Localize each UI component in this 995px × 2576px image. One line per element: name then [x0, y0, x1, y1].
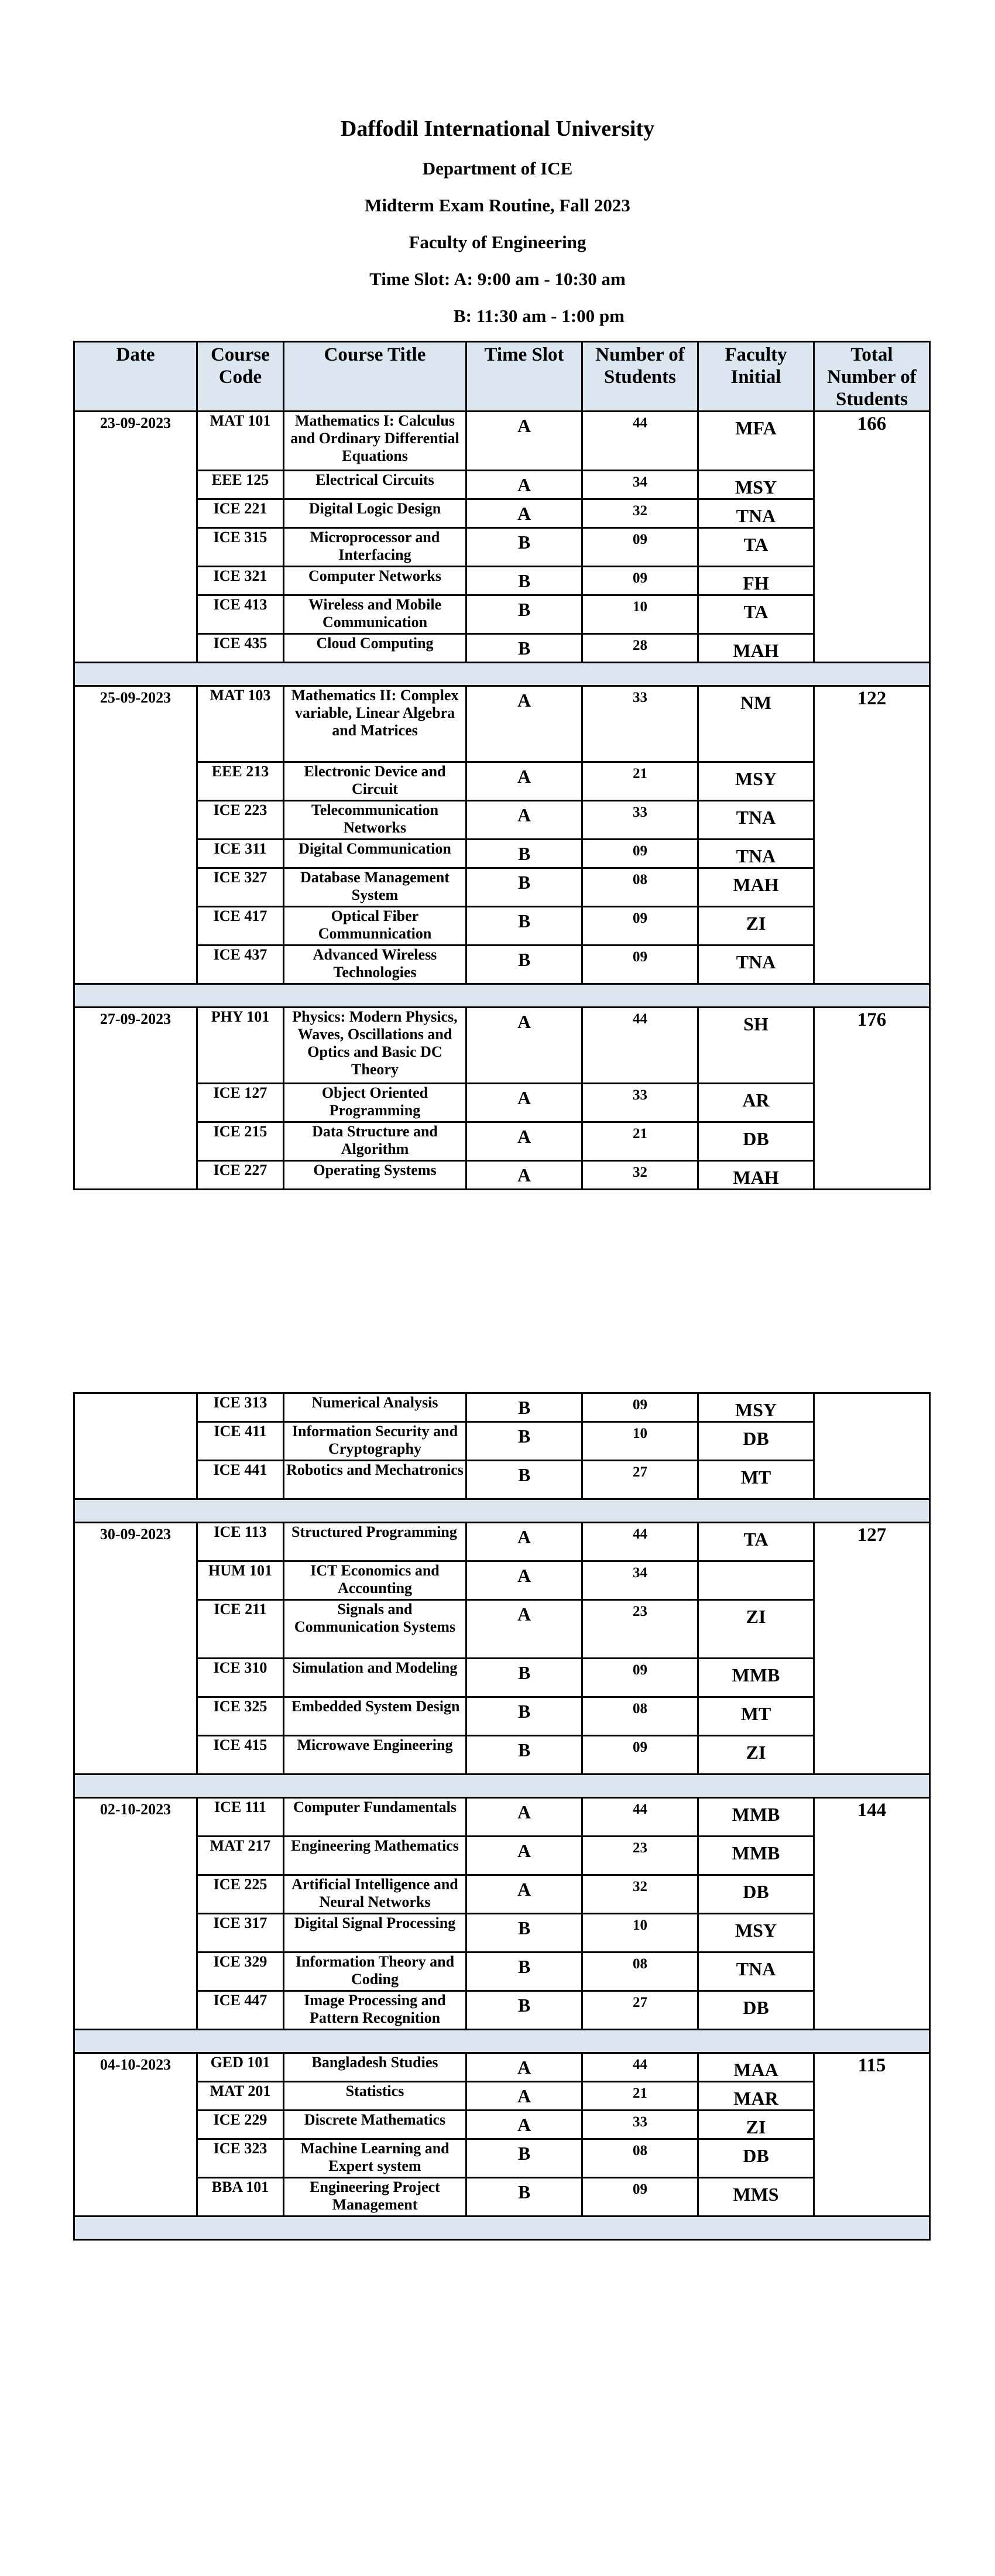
- time-slot: B: [466, 868, 582, 907]
- faculty-initial: MSY: [698, 471, 814, 499]
- student-count: 32: [582, 1875, 698, 1914]
- time-slot: A: [466, 686, 582, 762]
- table-row: [74, 1736, 930, 1775]
- student-count: 34: [582, 1561, 698, 1600]
- course-title: Image Processing and Pattern Recognition: [284, 1991, 466, 2030]
- table-row: [74, 567, 930, 595]
- time-slot: B: [466, 1914, 582, 1952]
- time-slot: A: [466, 471, 582, 499]
- total-students: 127: [814, 1523, 930, 1775]
- course-title: Mathematics I: Calculus and Ordinary Differential Equations: [284, 412, 466, 471]
- faculty-initial: TNA: [698, 946, 814, 984]
- course-code: ICE 317: [197, 1914, 284, 1952]
- university-title: Daffodil International University: [340, 117, 655, 141]
- day-separator: [74, 984, 930, 1008]
- student-count: 33: [582, 1084, 698, 1122]
- faculty-title: Faculty of Engineering: [409, 232, 586, 252]
- course-code: ICE 413: [197, 595, 284, 634]
- faculty-initial: MAH: [698, 1161, 814, 1190]
- table-row: [74, 1422, 930, 1461]
- time-slot: B: [466, 1393, 582, 1422]
- table-row: [74, 1914, 930, 1952]
- student-count: 33: [582, 2111, 698, 2139]
- course-code: ICE 113: [197, 1523, 284, 1561]
- course-title: Advanced Wireless Technologies: [284, 946, 466, 984]
- table-row: [74, 1161, 930, 1190]
- course-code: ICE 323: [197, 2139, 284, 2178]
- faculty-initial: SH: [698, 1008, 814, 1084]
- course-title: Electrical Circuits: [284, 471, 466, 499]
- table-row: [74, 1875, 930, 1914]
- course-code: ICE 321: [197, 567, 284, 595]
- table-row: [74, 471, 930, 499]
- course-title: Operating Systems: [284, 1161, 466, 1190]
- faculty-initial: MAH: [698, 868, 814, 907]
- table-row: [74, 907, 930, 946]
- table-row: [74, 2139, 930, 2178]
- student-count: 21: [582, 762, 698, 801]
- student-count: 33: [582, 801, 698, 840]
- faculty-initial: MSY: [698, 762, 814, 801]
- time-slot: B: [466, 634, 582, 663]
- student-count: 27: [582, 1991, 698, 2030]
- course-code: HUM 101: [197, 1561, 284, 1600]
- exam-date-continued: [74, 1393, 197, 1499]
- course-title: Simulation and Modeling: [284, 1659, 466, 1697]
- student-count: 27: [582, 1461, 698, 1499]
- department-title: Department of ICE: [422, 158, 573, 179]
- faculty-initial: MT: [698, 1697, 814, 1736]
- course-code: ICE 325: [197, 1697, 284, 1736]
- faculty-initial: MAR: [698, 2082, 814, 2111]
- time-slot: A: [466, 1600, 582, 1659]
- table-row: [74, 1659, 930, 1697]
- total-students: 166: [814, 412, 930, 663]
- course-title: Optical Fiber Communnication: [284, 907, 466, 946]
- student-count: 09: [582, 1659, 698, 1697]
- time-slot: A: [466, 1798, 582, 1837]
- course-code: ICE 447: [197, 1991, 284, 2030]
- table-row: [74, 634, 930, 663]
- total-students-continued: [814, 1393, 930, 1499]
- table-row: [74, 1523, 930, 1561]
- faculty-initial: DB: [698, 1122, 814, 1161]
- student-count: 44: [582, 1008, 698, 1084]
- faculty-initial: FH: [698, 567, 814, 595]
- student-count: 09: [582, 840, 698, 868]
- faculty-initial: TNA: [698, 840, 814, 868]
- faculty-initial: MMB: [698, 1837, 814, 1875]
- table-row: [74, 1798, 930, 1837]
- faculty-initial: TA: [698, 1523, 814, 1561]
- course-title: Engineering Project Management: [284, 2178, 466, 2217]
- time-slot: A: [466, 1561, 582, 1600]
- header-number-of-students: Number of Students: [582, 342, 698, 412]
- table-row: [74, 2178, 930, 2217]
- time-slot: B: [466, 1659, 582, 1697]
- faculty-initial: ZI: [698, 907, 814, 946]
- course-title: Computer Fundamentals: [284, 1798, 466, 1837]
- time-slot: A: [466, 1837, 582, 1875]
- course-title: Artificial Intelligence and Neural Networks: [284, 1875, 466, 1914]
- student-count: 09: [582, 1393, 698, 1422]
- course-code: MAT 201: [197, 2082, 284, 2111]
- course-code: ICE 435: [197, 634, 284, 663]
- student-count: 08: [582, 1952, 698, 1991]
- student-count: 21: [582, 2082, 698, 2111]
- header-course-code: Course Code: [197, 342, 284, 412]
- course-code: ICE 327: [197, 868, 284, 907]
- course-code: ICE 311: [197, 840, 284, 868]
- time-slot: B: [466, 840, 582, 868]
- header-date: Date: [74, 342, 197, 412]
- student-count: 44: [582, 412, 698, 471]
- student-count: 21: [582, 1122, 698, 1161]
- course-code: ICE 211: [197, 1600, 284, 1659]
- course-code: ICE 310: [197, 1659, 284, 1697]
- table-row: [74, 2111, 930, 2139]
- student-count: 32: [582, 1161, 698, 1190]
- exam-date: 25-09-2023: [74, 686, 197, 984]
- course-code: ICE 415: [197, 1736, 284, 1775]
- time-slot: A: [466, 499, 582, 528]
- course-code: ICE 127: [197, 1084, 284, 1122]
- table-row: [74, 1952, 930, 1991]
- time-slot: B: [466, 2178, 582, 2217]
- faculty-initial: DB: [698, 2139, 814, 2178]
- course-title: Machine Learning and Expert system: [284, 2139, 466, 2178]
- table-row: [74, 1122, 930, 1161]
- faculty-initial: [698, 1561, 814, 1600]
- time-slot: B: [466, 1991, 582, 2030]
- course-title: Electronic Device and Circuit: [284, 762, 466, 801]
- time-slot: B: [466, 1736, 582, 1775]
- student-count: 34: [582, 471, 698, 499]
- student-count: 10: [582, 1914, 698, 1952]
- faculty-initial: ZI: [698, 1736, 814, 1775]
- course-code: ICE 229: [197, 2111, 284, 2139]
- course-title: Physics: Modern Physics, Waves, Oscillations and Optics and Basic DC Theory: [284, 1008, 466, 1084]
- header-faculty-initial: Faculty Initial: [698, 342, 814, 412]
- time-slot: A: [466, 1875, 582, 1914]
- faculty-initial: MAH: [698, 634, 814, 663]
- routine-title: Midterm Exam Routine, Fall 2023: [365, 195, 630, 215]
- time-slot: B: [466, 2139, 582, 2178]
- course-code: ICE 315: [197, 528, 284, 567]
- course-title: Discrete Mathematics: [284, 2111, 466, 2139]
- day-separator: [74, 2030, 930, 2053]
- table-row: [74, 1561, 930, 1600]
- day-separator: [74, 1775, 930, 1798]
- course-title: Information Security and Cryptography: [284, 1422, 466, 1461]
- faculty-initial: TNA: [698, 1952, 814, 1991]
- faculty-initial: ZI: [698, 1600, 814, 1659]
- time-slot: A: [466, 1084, 582, 1122]
- student-count: 08: [582, 1697, 698, 1736]
- student-count: 09: [582, 907, 698, 946]
- time-slot: B: [466, 907, 582, 946]
- course-title: Digital Communication: [284, 840, 466, 868]
- table-row: [74, 595, 930, 634]
- faculty-initial: MAA: [698, 2053, 814, 2082]
- student-count: 10: [582, 595, 698, 634]
- course-title: Information Theory and Coding: [284, 1952, 466, 1991]
- course-title: Cloud Computing: [284, 634, 466, 663]
- student-count: 08: [582, 2139, 698, 2178]
- course-title: Structured Programming: [284, 1523, 466, 1561]
- time-slot: B: [466, 946, 582, 984]
- table-row: [74, 946, 930, 984]
- student-count: 09: [582, 946, 698, 984]
- course-code: ICE 329: [197, 1952, 284, 1991]
- table-row: [74, 412, 930, 471]
- course-title: Data Structure and Algorithm: [284, 1122, 466, 1161]
- header-total-students: Total Number of Students: [814, 342, 930, 412]
- routine-table-page-1: [73, 341, 931, 1190]
- course-title: Digital Logic Design: [284, 499, 466, 528]
- table-row: [74, 868, 930, 907]
- course-title: ICT Economics and Accounting: [284, 1561, 466, 1600]
- course-code: EEE 213: [197, 762, 284, 801]
- routine-table-page-2: [73, 1392, 931, 2241]
- time-slot: B: [466, 1952, 582, 1991]
- time-slot: A: [466, 762, 582, 801]
- table-row: [74, 1837, 930, 1875]
- exam-date: 02-10-2023: [74, 1798, 197, 2030]
- course-title: Bangladesh Studies: [284, 2053, 466, 2082]
- course-title: Database Management System: [284, 868, 466, 907]
- time-slot-b: B: 11:30 am - 1:00 pm: [454, 306, 625, 326]
- course-code: ICE 411: [197, 1422, 284, 1461]
- table-header-row: [74, 342, 930, 412]
- table-row: [74, 840, 930, 868]
- faculty-initial: AR: [698, 1084, 814, 1122]
- time-slot: A: [466, 801, 582, 840]
- total-students: 115: [814, 2053, 930, 2217]
- table-row: [74, 1461, 930, 1499]
- exam-date: 27-09-2023: [74, 1008, 197, 1190]
- header-time-slot: Time Slot: [466, 342, 582, 412]
- student-count: 32: [582, 499, 698, 528]
- course-code: ICE 225: [197, 1875, 284, 1914]
- course-title: Statistics: [284, 2082, 466, 2111]
- faculty-initial: MFA: [698, 412, 814, 471]
- student-count: 09: [582, 2178, 698, 2217]
- student-count: 10: [582, 1422, 698, 1461]
- course-code: ICE 215: [197, 1122, 284, 1161]
- table-row: [74, 801, 930, 840]
- course-title: Wireless and Mobile Communication: [284, 595, 466, 634]
- faculty-initial: ZI: [698, 2111, 814, 2139]
- course-code: ICE 227: [197, 1161, 284, 1190]
- course-title: Numerical Analysis: [284, 1393, 466, 1422]
- time-slot: A: [466, 1523, 582, 1561]
- table-row: [74, 1008, 930, 1084]
- course-code: GED 101: [197, 2053, 284, 2082]
- table-row: [74, 499, 930, 528]
- table-row: [74, 2053, 930, 2082]
- faculty-initial: MSY: [698, 1914, 814, 1952]
- table-row: [74, 686, 930, 762]
- course-code: ICE 313: [197, 1393, 284, 1422]
- faculty-initial: MMB: [698, 1659, 814, 1697]
- course-code: ICE 111: [197, 1798, 284, 1837]
- student-count: 44: [582, 1523, 698, 1561]
- table-row: [74, 1393, 930, 1422]
- course-code: ICE 437: [197, 946, 284, 984]
- student-count: 09: [582, 567, 698, 595]
- faculty-initial: MT: [698, 1461, 814, 1499]
- faculty-initial: TA: [698, 595, 814, 634]
- faculty-initial: TNA: [698, 801, 814, 840]
- course-title: Mathematics II: Complex variable, Linear Algebra and Matrices: [284, 686, 466, 762]
- course-code: PHY 101: [197, 1008, 284, 1084]
- student-count: 28: [582, 634, 698, 663]
- day-separator: [74, 2217, 930, 2240]
- exam-date: 30-09-2023: [74, 1523, 197, 1775]
- time-slot: B: [466, 1697, 582, 1736]
- course-title: Microprocessor and Interfacing: [284, 528, 466, 567]
- student-count: 44: [582, 2053, 698, 2082]
- course-code: EEE 125: [197, 471, 284, 499]
- course-title: Computer Networks: [284, 567, 466, 595]
- student-count: 23: [582, 1837, 698, 1875]
- faculty-initial: MMS: [698, 2178, 814, 2217]
- course-code: ICE 441: [197, 1461, 284, 1499]
- course-title: Microwave Engineering: [284, 1736, 466, 1775]
- faculty-initial: MMB: [698, 1798, 814, 1837]
- student-count: 09: [582, 528, 698, 567]
- course-title: Object Oriented Programming: [284, 1084, 466, 1122]
- table-row: [74, 1697, 930, 1736]
- faculty-initial: MSY: [698, 1393, 814, 1422]
- time-slot: B: [466, 595, 582, 634]
- day-separator: [74, 663, 930, 686]
- faculty-initial: NM: [698, 686, 814, 762]
- total-students: 144: [814, 1798, 930, 2030]
- faculty-initial: DB: [698, 1991, 814, 2030]
- course-code: MAT 217: [197, 1837, 284, 1875]
- course-title: Robotics and Mechatronics: [284, 1461, 466, 1499]
- course-title: Signals and Communication Systems: [284, 1600, 466, 1659]
- time-slot: B: [466, 567, 582, 595]
- total-students: 122: [814, 686, 930, 984]
- student-count: 23: [582, 1600, 698, 1659]
- course-code: MAT 101: [197, 412, 284, 471]
- table-row: [74, 1600, 930, 1659]
- time-slot: A: [466, 1122, 582, 1161]
- course-code: ICE 223: [197, 801, 284, 840]
- student-count: 33: [582, 686, 698, 762]
- table-row: [74, 762, 930, 801]
- faculty-initial: DB: [698, 1875, 814, 1914]
- table-row: [74, 1991, 930, 2030]
- time-slot: B: [466, 528, 582, 567]
- faculty-initial: TA: [698, 528, 814, 567]
- course-code: ICE 417: [197, 907, 284, 946]
- table-row: [74, 1084, 930, 1122]
- course-title: Embedded System Design: [284, 1697, 466, 1736]
- time-slot: A: [466, 1161, 582, 1190]
- time-slot: B: [466, 1422, 582, 1461]
- exam-date: 23-09-2023: [74, 412, 197, 663]
- day-separator: [74, 1499, 930, 1523]
- time-slot: A: [466, 2053, 582, 2082]
- total-students: 176: [814, 1008, 930, 1190]
- course-code: MAT 103: [197, 686, 284, 762]
- time-slot: B: [466, 1461, 582, 1499]
- course-title: Digital Signal Processing: [284, 1914, 466, 1952]
- course-title: Telecommunication Networks: [284, 801, 466, 840]
- faculty-initial: TNA: [698, 499, 814, 528]
- time-slot-a: Time Slot: A: 9:00 am - 10:30 am: [369, 269, 626, 289]
- time-slot: A: [466, 412, 582, 471]
- course-code: BBA 101: [197, 2178, 284, 2217]
- table-row: [74, 2082, 930, 2111]
- time-slot: A: [466, 2111, 582, 2139]
- student-count: 08: [582, 868, 698, 907]
- faculty-initial: DB: [698, 1422, 814, 1461]
- student-count: 09: [582, 1736, 698, 1775]
- student-count: 44: [582, 1798, 698, 1837]
- course-code: ICE 221: [197, 499, 284, 528]
- exam-date: 04-10-2023: [74, 2053, 197, 2217]
- time-slot: A: [466, 2082, 582, 2111]
- table-row: [74, 528, 930, 567]
- course-title: Engineering Mathematics: [284, 1837, 466, 1875]
- header-course-title: Course Title: [284, 342, 466, 412]
- time-slot: A: [466, 1008, 582, 1084]
